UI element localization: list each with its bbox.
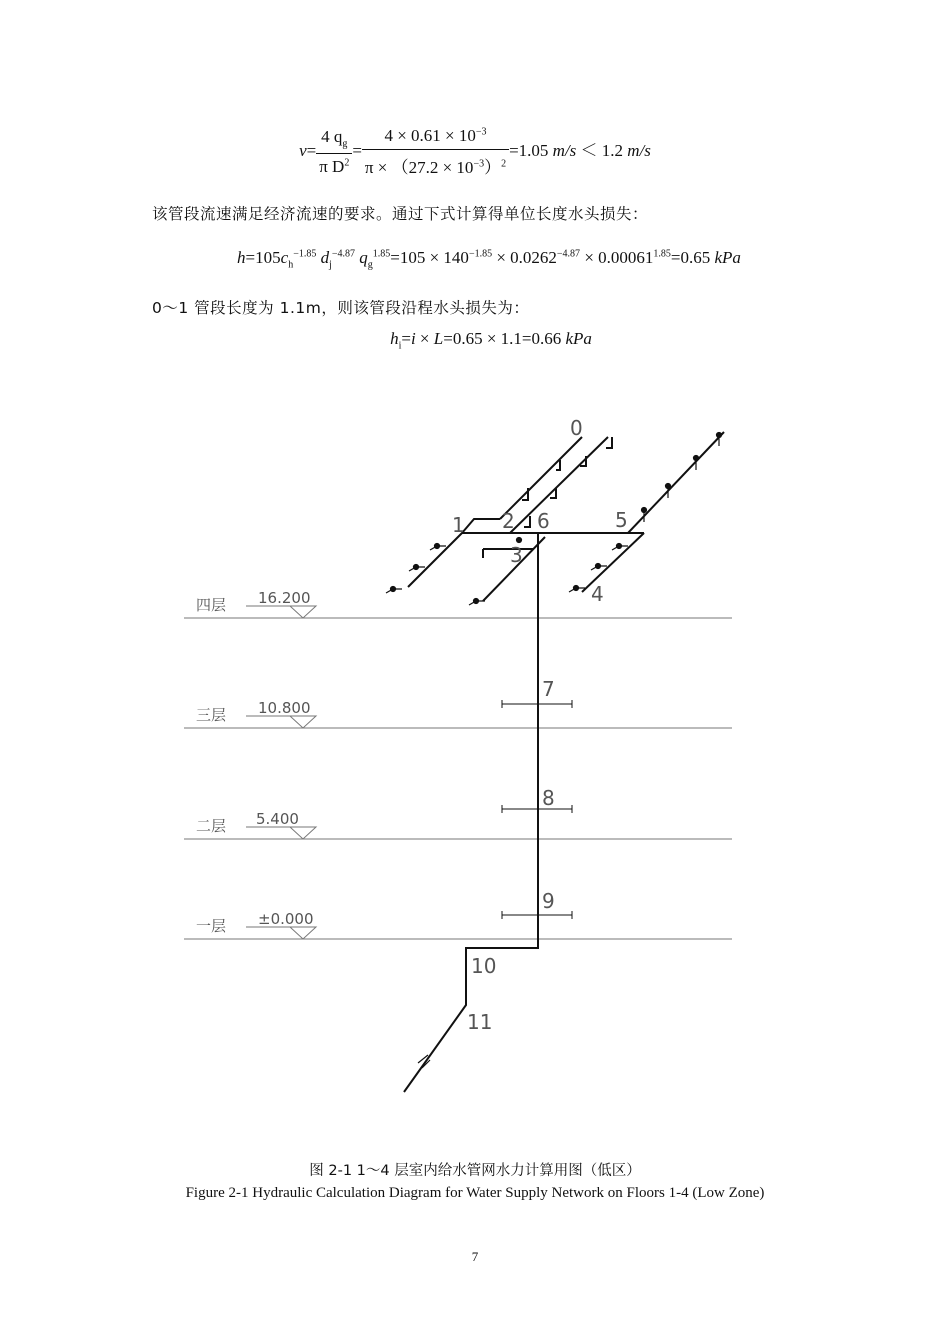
eq-sup: −3 [473, 158, 485, 170]
eq-text: × [415, 329, 434, 348]
floor-labels [196, 589, 314, 935]
eq-text: ＜ 1.2 [576, 140, 624, 160]
paragraph-1: 该管段流速满足经济流速的要求。通过下式计算得单位长度水头损失： [152, 205, 649, 223]
eq-text: 4 q [321, 127, 343, 147]
floor-lines [184, 606, 732, 939]
node-label-11: 11 [467, 1010, 493, 1034]
paragraph-2: 0～1 管段长度为 1.1m，则该管段沿程水头损失为： [152, 299, 530, 317]
eq-symbol: v [299, 140, 307, 160]
pipe-5 [628, 432, 724, 533]
eq-text: 4 × 0.61 × 10 [384, 126, 476, 145]
floor-elevation-2: 5.400 [256, 810, 299, 828]
eq-sub: i [398, 340, 402, 352]
node-label-10: 10 [471, 954, 497, 978]
eq-unit: kPa [565, 329, 592, 348]
main-riser-pipe [404, 533, 538, 1092]
tap-icon [409, 565, 425, 572]
eq-symbol: h [390, 329, 399, 348]
eq-unit: m/s [552, 140, 577, 160]
eq-sup: −1.85 [293, 248, 317, 260]
tap-icon [591, 564, 607, 571]
node-label-9: 9 [542, 889, 555, 913]
tap-icon [517, 538, 522, 543]
eq-sup: −4.87 [331, 248, 355, 260]
figure-caption-en: Figure 2-1 Hydraulic Calculation Diagram for Water Supply Network on Floors 1-4 (Low Zone) [185, 1185, 765, 1201]
eq-text: × 0.00061 [580, 248, 654, 267]
floor-name-3: 三层 [196, 706, 227, 724]
eq-symbol: c [280, 248, 289, 267]
pipe-2-6 [510, 437, 608, 533]
tap-icon [469, 599, 485, 606]
fixtures [386, 433, 722, 1069]
eq-sub: g [342, 138, 348, 150]
node-label-5: 5 [615, 508, 628, 532]
eq-symbol: q [359, 248, 368, 267]
node-label-0: 0 [570, 416, 583, 440]
eq-sup: 2 [501, 158, 507, 170]
node-label-4: 4 [591, 582, 604, 606]
floor-elevation-4: 16.200 [258, 589, 311, 607]
eq-text: π D [319, 156, 345, 176]
node-label-8: 8 [542, 786, 555, 810]
tap-icon [386, 587, 402, 594]
node-label-1: 1 [452, 513, 465, 537]
floor-elevation-1: ±0.000 [258, 910, 314, 928]
eq-sup: 1.85 [653, 248, 671, 260]
node-label-7: 7 [542, 677, 555, 701]
eq-sub: g [367, 259, 373, 271]
eq-symbol: i [410, 329, 416, 348]
floor-elevation-3: 10.800 [258, 699, 311, 717]
eq-sup: 2 [344, 157, 350, 169]
eq-symbol: h [237, 248, 246, 267]
eq-text: =105 × 140 [390, 248, 469, 267]
eq-unit: m/s [627, 140, 651, 160]
eq-text: =0.65 [670, 248, 711, 267]
pipe-1 [462, 519, 500, 533]
tap-icon [430, 544, 446, 551]
eq-text: ） [484, 158, 502, 177]
eq-text: π × （27.2 × 10 [364, 158, 474, 177]
eq-text: × 0.0262 [492, 248, 557, 267]
eq-sub: h [288, 259, 294, 271]
tap-icon [666, 484, 671, 499]
figure-caption-cn: 图 2-1 1～4 层室内给水管网水力计算用图（低区） [309, 1163, 641, 1179]
eq-sup: −4.87 [556, 248, 581, 260]
node-label-3: 3 [510, 543, 523, 567]
eq-text: =0.65 × 1.1=0.66 [443, 329, 562, 348]
eq-unit: kPa [714, 248, 741, 267]
node-labels [452, 416, 628, 1034]
eq-symbol: L [433, 329, 444, 348]
eq-sup: −3 [475, 126, 487, 138]
page-number: 7 [471, 1249, 479, 1264]
node-label-2: 2 [502, 509, 515, 533]
eq-text: = [401, 329, 411, 348]
tap-icon [612, 544, 628, 551]
pipe-0 [500, 437, 582, 519]
floor-name-4: 四层 [196, 596, 227, 614]
pipe-left-branch [408, 533, 462, 587]
eq-text: =105 [245, 248, 281, 267]
eq-symbol: d [320, 248, 330, 267]
velocity-equation: v= $\frac{4 q_g}{\pi D^2}$ = $\frac{4 \times 0.61 \times 10^{-3}}{\pi \times (27.2 \times 10^{-3})^2}$ =1.05 m/s ＜ 1.2 m/s [299, 126, 651, 177]
eq-sub: j [329, 259, 332, 271]
eq-text: =1.05 [509, 140, 549, 160]
node-label-6: 6 [537, 509, 550, 533]
floor-name-1: 一层 [196, 917, 227, 935]
eq-sup: −1.85 [468, 248, 493, 260]
eq-sup: 1.85 [372, 248, 391, 260]
floor-name-2: 二层 [196, 817, 227, 835]
